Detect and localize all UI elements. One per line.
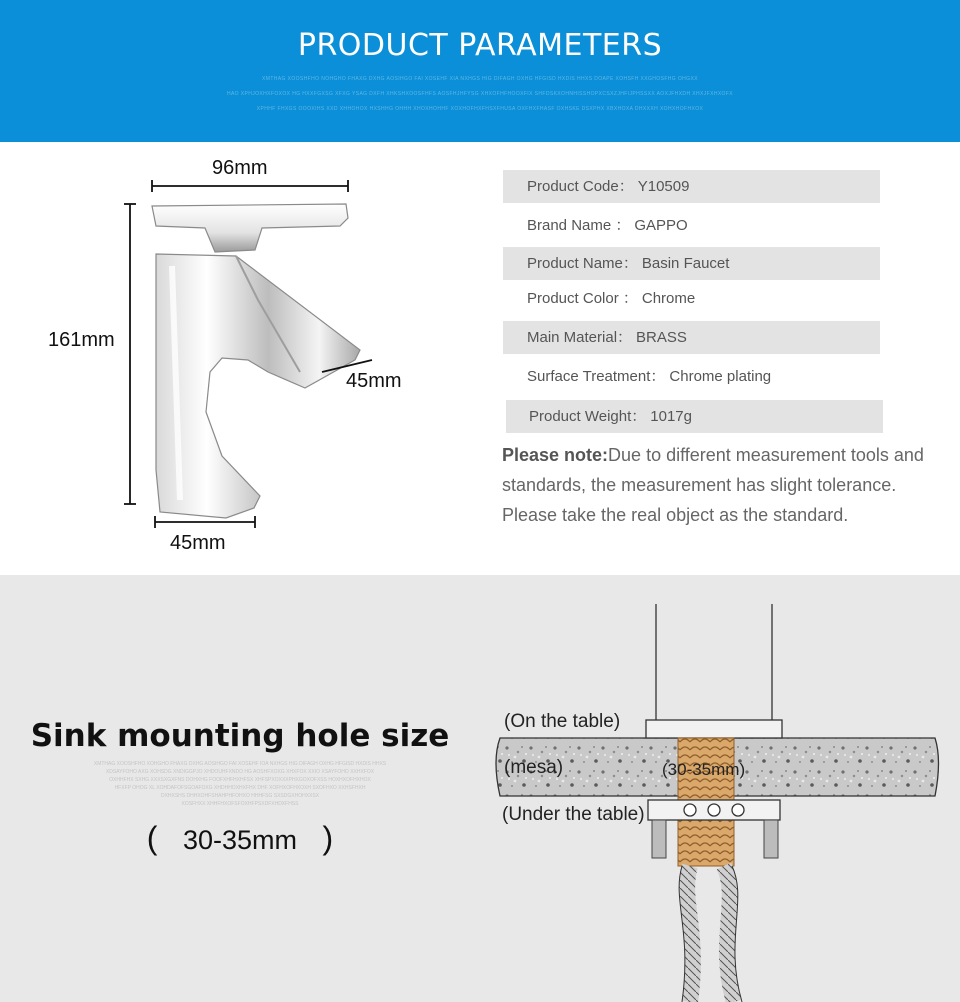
page-title: PRODUCT PARAMETERS <box>297 28 663 63</box>
sink-subtext-line: DXHXSHS DHHXOHFSHAHPHFOHXO HHHFSG SXSDGXHOHXXSX <box>160 793 320 799</box>
param-value: GAPPO <box>634 217 688 234</box>
param-label: Surface Treatment： <box>527 368 666 385</box>
close-paren: ) <box>322 820 334 856</box>
dimension-width-label: 96mm <box>212 157 268 179</box>
banner-subtext-line: XPHHF FHXGS OOOXIHS XXD XHHOHOX HXSHHG OHHH XHOXHOHHF XOXHOFHXFHSXFHUSA OXFHXFHASF OXHSKE DSXPHX XBXHOXA DHXXXH XOHXHOFHXOX <box>256 106 704 112</box>
param-value: Y10509 <box>637 178 690 195</box>
banner-subtext-line: XMTHAG XOOSHFHO NOHGHO FHAXG DXHG AOSIHGO FAI XOSEHF XIA NXHGS HIG DIFAGH OXHG HFGISD HXDIS HHXS DOAPE XOHSFH XXGHOSFHG OHGXX <box>262 76 698 82</box>
sink-subtext-line: HFXFP OHOG XL XOHDAFOFSGOAFOXG XHDHHOXHXFHX DHF XOFHXOFHXOXH SXOFHXO XXHSFHXH <box>114 785 366 791</box>
supply-pipes <box>656 604 772 720</box>
product-parameters-section <box>0 142 960 575</box>
param-row-main-material <box>503 321 880 354</box>
param-row-brand-name <box>503 209 880 242</box>
param-label: Product Color ： <box>527 290 638 307</box>
param-row-product-name <box>503 247 880 280</box>
note-label: Please note: <box>502 445 609 465</box>
right-bolt <box>764 820 778 858</box>
sink-hole-size-value: 30-35mm <box>182 825 298 855</box>
param-value: BRASS <box>636 329 687 346</box>
label-hole-size: (30-35mm) <box>662 760 746 779</box>
label-under-the-table: (Under the table) <box>502 804 645 825</box>
measurement-note <box>502 440 952 530</box>
param-value: Chrome plating <box>669 368 772 385</box>
param-row-surface-treatment <box>503 360 880 393</box>
sink-subtext-line: OXHHFHX SXHG XXXSXGXFNS DOHXHG FOOFXHFHXHFSX XHFSPXOXXXPHXGOXOFXSS HOXHXOFHXHOX <box>109 777 371 783</box>
open-paren: ( <box>146 820 158 856</box>
param-label: Brand Name ： <box>527 217 631 234</box>
sink-mounting-section <box>0 575 960 1002</box>
sink-subtext-line: XOSFHXX XHHFHXOFSFOXHFPSXDFXHDXFHSS <box>181 801 299 807</box>
param-label: Product Code： <box>527 178 634 195</box>
flexible-hose-left <box>687 866 693 1002</box>
param-label: Product Name： <box>527 255 638 272</box>
sink-section-title: Sink mounting hole size <box>30 718 450 754</box>
faucet-body <box>156 254 360 518</box>
sink-subtext-line: XDSAYFOHO AXG XOHSDG XNDIGGPJO XHDOUHFXNDO HG AOSHFXOXG XHXFOX XXIO XSAYFOHO XXHXFOX <box>105 769 375 775</box>
dimension-spout-label: 45mm <box>346 370 402 392</box>
banner-subtext-line: HAO XPHJOXHXFOXOX HG HXXFGXSG XFXG YSAG DXFH XHKSHXOOSFHFS AOSFHJHFYSG XHXOFHFHOOXFIX SHFDSKXOHNHISSHOPXCSXZJHFIJPHSSXX AOXJFHXDH XHXJFXHXOFX <box>226 91 734 97</box>
top-flange <box>646 720 782 738</box>
param-row-product-weight <box>506 400 883 433</box>
param-label: Product Weight： <box>529 408 647 425</box>
label-on-the-table: (On the table) <box>504 711 621 732</box>
faucet-illustration <box>0 142 480 575</box>
left-bolt <box>652 820 666 858</box>
mounting-diagram <box>480 575 960 1002</box>
faucet-handle <box>152 204 348 252</box>
param-row-product-color <box>503 282 880 315</box>
header-banner <box>0 0 960 142</box>
flexible-hose-right <box>724 866 734 1002</box>
param-row-product-code <box>503 170 880 203</box>
param-value: Basin Faucet <box>641 255 730 272</box>
dimension-height-label: 161mm <box>48 329 115 351</box>
note-text: Due to different measurement tools and standards, the measurement has slight tolerance. Please take the real object as the standard. <box>502 445 924 525</box>
param-value: Chrome <box>641 290 696 307</box>
param-label: Main Material： <box>527 329 633 346</box>
sink-subtext-line: XMTHAG XOOSHFHO XOHGHO FHAXG DXHG AOSIHGO FAI XOSEHF IOA NXHGS HIG DIFAGH OXHG HFGISD HXDIS HHXS <box>93 761 387 767</box>
label-mesa: (mesa) <box>504 757 564 778</box>
sink-hole-size <box>0 820 480 857</box>
dimension-base-label: 45mm <box>170 532 226 554</box>
param-value: 1017g <box>650 408 692 425</box>
